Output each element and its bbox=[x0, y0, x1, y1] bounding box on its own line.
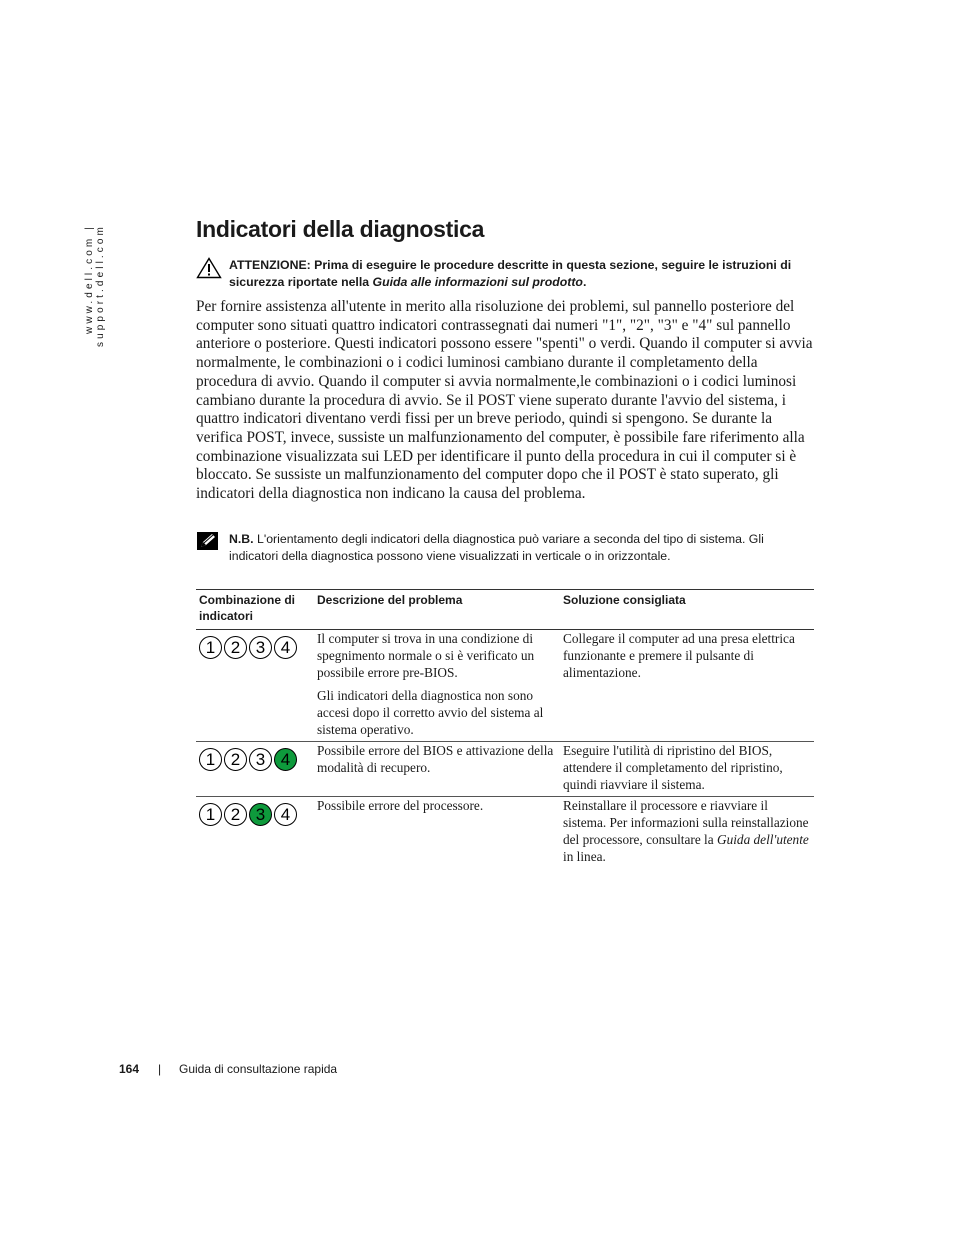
footer-guide-name: Guida di consultazione rapida bbox=[179, 1062, 338, 1076]
table-row bbox=[196, 797, 814, 869]
led-3: 3 bbox=[249, 803, 272, 826]
page-title: Indicatori della diagnostica bbox=[196, 216, 485, 242]
caution-body: Prima di eseguire le procedure descritte in questa sezione, seguire le istruzioni di sicurezza riportate nella bbox=[229, 258, 792, 289]
problem-text: Possibile errore del processore. bbox=[317, 798, 484, 813]
header-problem: Descrizione del problema bbox=[314, 590, 560, 630]
note-notice bbox=[196, 531, 806, 565]
light-pattern bbox=[199, 803, 311, 826]
problem-cell bbox=[314, 742, 560, 797]
lights-cell bbox=[196, 797, 314, 869]
problem-text: Il computer si trova in una condizione di spegnimento normale o si è verificato un possibile errore pre-BIOS. bbox=[317, 631, 535, 680]
problem-text: Possibile errore del BIOS e attivazione della modalità di recupero. bbox=[317, 743, 554, 775]
light-pattern bbox=[199, 636, 311, 659]
note-body: L'orientamento degli indicatori della diagnostica può variare a seconda del tipo di sistema. Gli indicatori della diagnostica possono viene visualizzati in verticale o in orizzontale. bbox=[229, 532, 764, 563]
caution-text bbox=[229, 257, 806, 291]
table-row bbox=[196, 630, 814, 742]
table-header-row bbox=[196, 590, 814, 630]
solution-cell: Collegare il computer ad una presa elettrica funzionante e premere il pulsante di alimentazione. bbox=[560, 630, 814, 742]
header-combination: Combinazione di indicatori bbox=[196, 590, 314, 630]
solution-text: Reinstallare il processore e riavviare il sistema. Per informazioni sulla reinstallazione del processore, consultare la bbox=[563, 798, 809, 847]
led-4: 4 bbox=[274, 636, 297, 659]
led-3: 3 bbox=[249, 748, 272, 771]
problem-text: Gli indicatori della diagnostica non sono accesi dopo il corretto avvio del sistema al sistema operativo. bbox=[317, 688, 544, 737]
intro-paragraph: Per fornire assistenza all'utente in merito alla risoluzione dei problemi, sul pannello posteriore del computer sono situati quattro indicatori contrassegnati dai numeri "1", "2", "3" e "4" sul pannello anteriore o posteriore. Questi indicatori possono essere "spenti" o verdi. Quando il computer si avvia normalmente, le combinazioni o i codici luminosi cambiano durante il completamento della procedura di avvio. Quando il computer si avvia normalmente,le combinazioni o i codici luminosi cambiano durante la procedura di avvio. Se il POST viene superato durante l'avvio del sistema, i quattro indicatori diventano verdi fissi per un breve periodo, quindi si spengono. Se durante la verifica POST, invece, sussiste un malfunzionamento del computer, è possibile fare riferimento alla combinazione visualizzata sui LED per identificare il punto della procedura in cui il computer si è bloccato. Se sussiste un malfunzionamento del computer dopo che il POST è stato superato, gli indicatori della diagnostica non indicano la causa del problema. bbox=[196, 298, 813, 503]
lights-cell bbox=[196, 742, 314, 797]
lights-cell bbox=[196, 630, 314, 742]
warning-triangle-icon bbox=[196, 257, 222, 284]
footer-separator: | bbox=[158, 1062, 162, 1076]
header-solution: Soluzione consigliata bbox=[560, 590, 814, 630]
pencil-note-icon bbox=[196, 531, 220, 556]
light-pattern bbox=[199, 748, 311, 771]
diagnostic-table bbox=[196, 589, 814, 868]
caution-notice bbox=[196, 257, 806, 291]
solution-end: in linea. bbox=[563, 849, 606, 864]
led-3: 3 bbox=[249, 636, 272, 659]
caution-end: . bbox=[582, 275, 587, 289]
note-label: N.B. bbox=[229, 532, 254, 546]
sidebar-url: www.dell.com | support.dell.com bbox=[84, 224, 106, 347]
led-1: 1 bbox=[199, 803, 222, 826]
caution-guide-title: Guida alle informazioni sul prodotto bbox=[372, 275, 583, 289]
led-4: 4 bbox=[274, 803, 297, 826]
led-4: 4 bbox=[274, 748, 297, 771]
led-1: 1 bbox=[199, 748, 222, 771]
caution-label: ATTENZIONE: bbox=[229, 258, 311, 272]
page-number: 164 bbox=[119, 1062, 140, 1076]
led-2: 2 bbox=[224, 748, 247, 771]
led-2: 2 bbox=[224, 636, 247, 659]
table-row bbox=[196, 742, 814, 797]
note-text bbox=[229, 531, 806, 565]
problem-cell bbox=[314, 630, 560, 742]
problem-cell bbox=[314, 797, 560, 869]
solution-cell bbox=[560, 797, 814, 869]
led-1: 1 bbox=[199, 636, 222, 659]
led-2: 2 bbox=[224, 803, 247, 826]
solution-cell: Eseguire l'utilità di ripristino del BIOS, attendere il completamento del ripristino, quindi riavviare il sistema. bbox=[560, 742, 814, 797]
user-guide-title: Guida dell'utente bbox=[716, 832, 809, 847]
